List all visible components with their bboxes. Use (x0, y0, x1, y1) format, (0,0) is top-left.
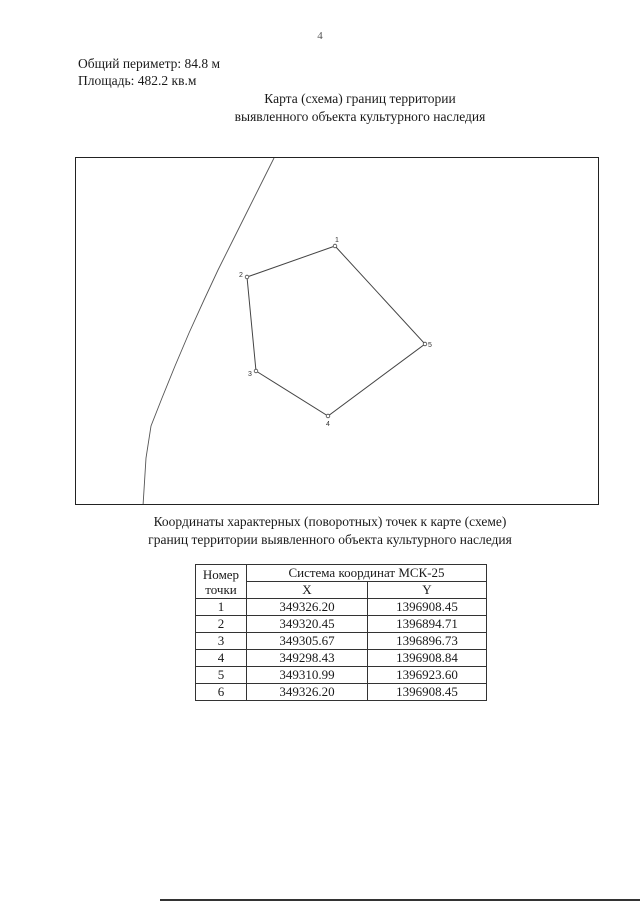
vertex-5 (423, 342, 427, 346)
coordinates-table (195, 564, 487, 701)
map-frame (75, 157, 599, 505)
table-row (196, 684, 487, 701)
coordinate-system-header: Система координат МСК-25 (247, 565, 487, 582)
coordinates-title-line2: границ территории выявленного объекта культурного наследия (148, 532, 512, 547)
y-column-header: Y (368, 582, 487, 599)
point-number: 6 (196, 684, 247, 701)
point-label-1: 1 (335, 237, 339, 244)
boundary-map (76, 158, 599, 505)
x-value: 349305.67 (247, 633, 368, 650)
map-title-line2: выявленного объекта культурного наследия (234, 109, 486, 124)
vertex-4 (326, 414, 330, 418)
summary-block (78, 55, 220, 89)
point-number: 2 (196, 616, 247, 633)
y-value: 1396908.45 (368, 599, 487, 616)
x-value: 349320.45 (247, 616, 368, 633)
point-number: 4 (196, 650, 247, 667)
y-value: 1396923.60 (368, 667, 487, 684)
point-label-3: 3 (248, 371, 252, 378)
x-value: 349298.43 (247, 650, 368, 667)
neighbor-boundary-line (143, 158, 274, 505)
table-row (196, 616, 487, 633)
table-row (196, 599, 487, 616)
object-boundary-polygon (247, 246, 425, 416)
area-text: Площадь: 482.2 кв.м (78, 73, 197, 88)
table-row (196, 667, 487, 684)
table-row (196, 633, 487, 650)
coordinates-title-line1: Координаты характерных (поворотных) точек к карте (схеме) (153, 514, 507, 529)
coordinates-title (110, 513, 550, 549)
y-value: 1396908.45 (368, 684, 487, 701)
point-number: 5 (196, 667, 247, 684)
vertex-2 (245, 275, 249, 279)
point-label-2: 2 (239, 272, 243, 279)
y-value: 1396908.84 (368, 650, 487, 667)
page-number: 4 (317, 30, 323, 42)
x-value: 349326.20 (247, 684, 368, 701)
x-value: 349310.99 (247, 667, 368, 684)
x-value: 349326.20 (247, 599, 368, 616)
vertex-markers (245, 244, 427, 418)
point-number: 1 (196, 599, 247, 616)
vertex-3 (254, 369, 258, 373)
point-label-5: 5 (428, 342, 432, 349)
point-number: 3 (196, 633, 247, 650)
x-column-header: X (247, 582, 368, 599)
vertex-1 (333, 244, 337, 248)
point-label-4: 4 (326, 421, 330, 428)
bottom-rule (160, 899, 640, 901)
point-number-header: Номер точки (196, 565, 247, 599)
y-value: 1396894.71 (368, 616, 487, 633)
y-value: 1396896.73 (368, 633, 487, 650)
perimeter-text: Общий периметр: 84.8 м (78, 56, 221, 71)
map-title-line1: Карта (схема) границ территории (264, 91, 456, 106)
table-row (196, 650, 487, 667)
map-title (150, 90, 570, 126)
